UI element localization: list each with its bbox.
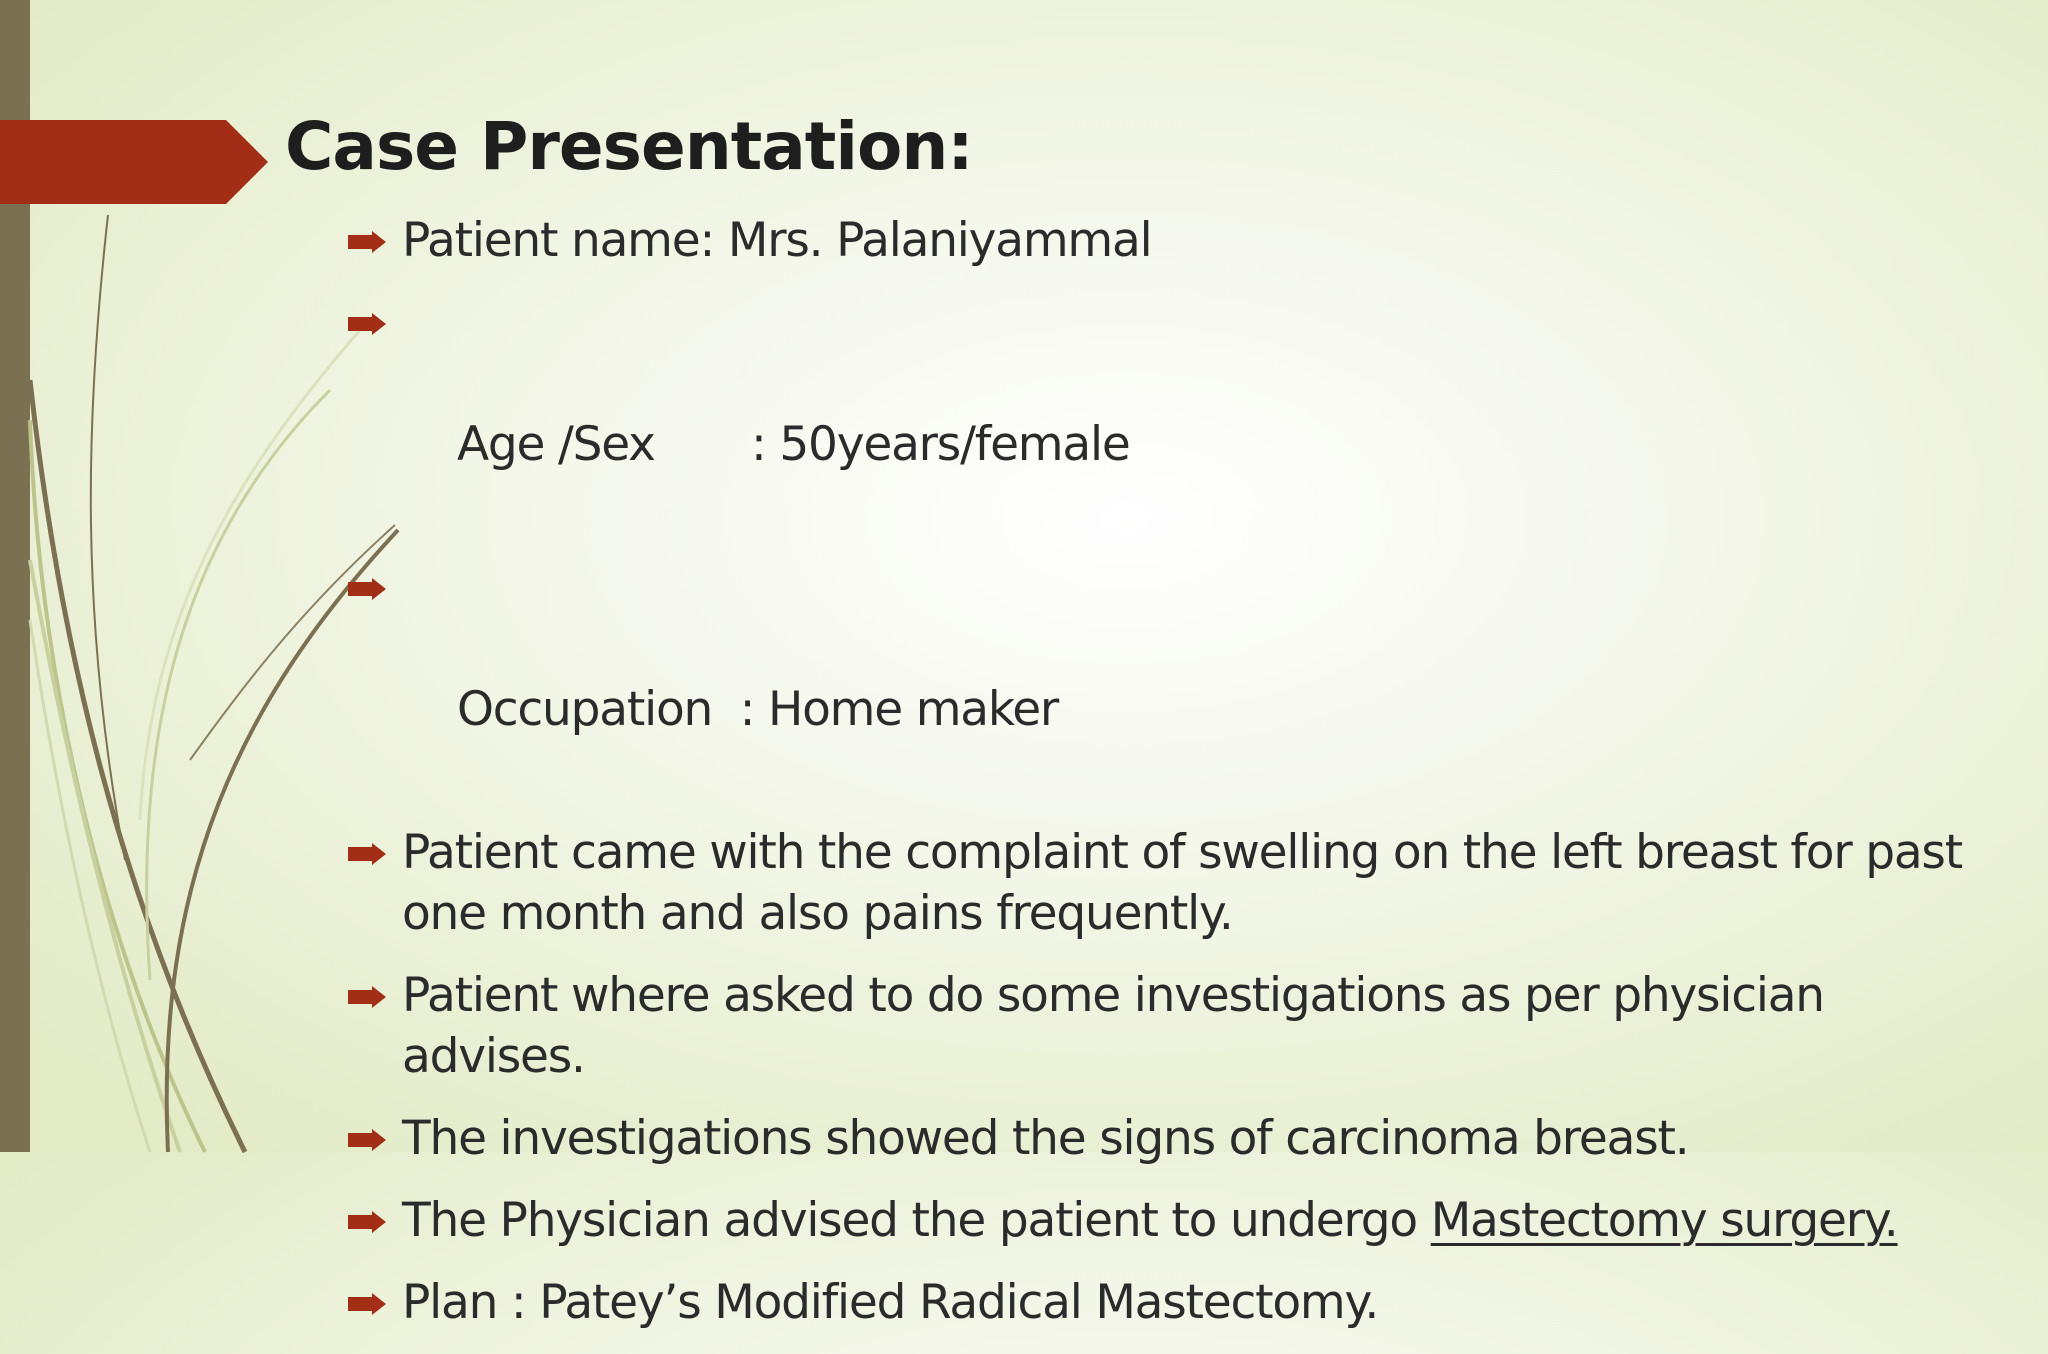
arrow-bullet-icon [348,1211,386,1233]
bullet-item-physician-advice [340,1190,2020,1251]
arrow-bullet-icon [348,1129,386,1151]
bullet-text: Patient where asked to do some investigations as per physician advises. [402,968,1824,1084]
bullet-item-occupation [340,557,2020,801]
arrow-bullet-icon [348,986,386,1008]
bullet-item-patient-name [340,210,2020,271]
arrow-bullet-icon [348,578,386,600]
arrow-bullet-icon [348,313,386,335]
title-arrow-shape [0,120,268,204]
bullet-text: The Physician advised the patient to undergo [402,1193,1431,1248]
bullet-text: Plan : Patey’s Modified Radical Mastectomy. [402,1275,1379,1330]
bullet-text: Occupation : Home maker [456,682,1059,737]
bullet-text: Patient name: Mrs. Palaniyammal [402,213,1152,268]
mastectomy-surgery-link[interactable]: Mastectomy surgery. [1430,1193,1898,1248]
bullet-text: The investigations showed the signs of carcinoma breast. [402,1111,1689,1166]
arrow-bullet-icon [348,231,386,253]
bullet-item-investigations-asked [340,965,2020,1087]
bullet-item-complaint [340,822,2020,944]
bullet-item-plan [340,1272,2020,1333]
bullet-item-investigation-result [340,1108,2020,1169]
bullet-text: Patient came with the complaint of swelling on the left breast for past one month and also pains frequently. [402,825,1962,941]
bullet-text: Age /Sex : 50years/female [456,417,1130,472]
bullet-list [340,210,2020,1354]
bullet-item-age-sex [340,292,2020,536]
slide-title: Case Presentation: [285,108,973,185]
arrow-bullet-icon [348,1293,386,1315]
arrow-bullet-icon [348,843,386,865]
